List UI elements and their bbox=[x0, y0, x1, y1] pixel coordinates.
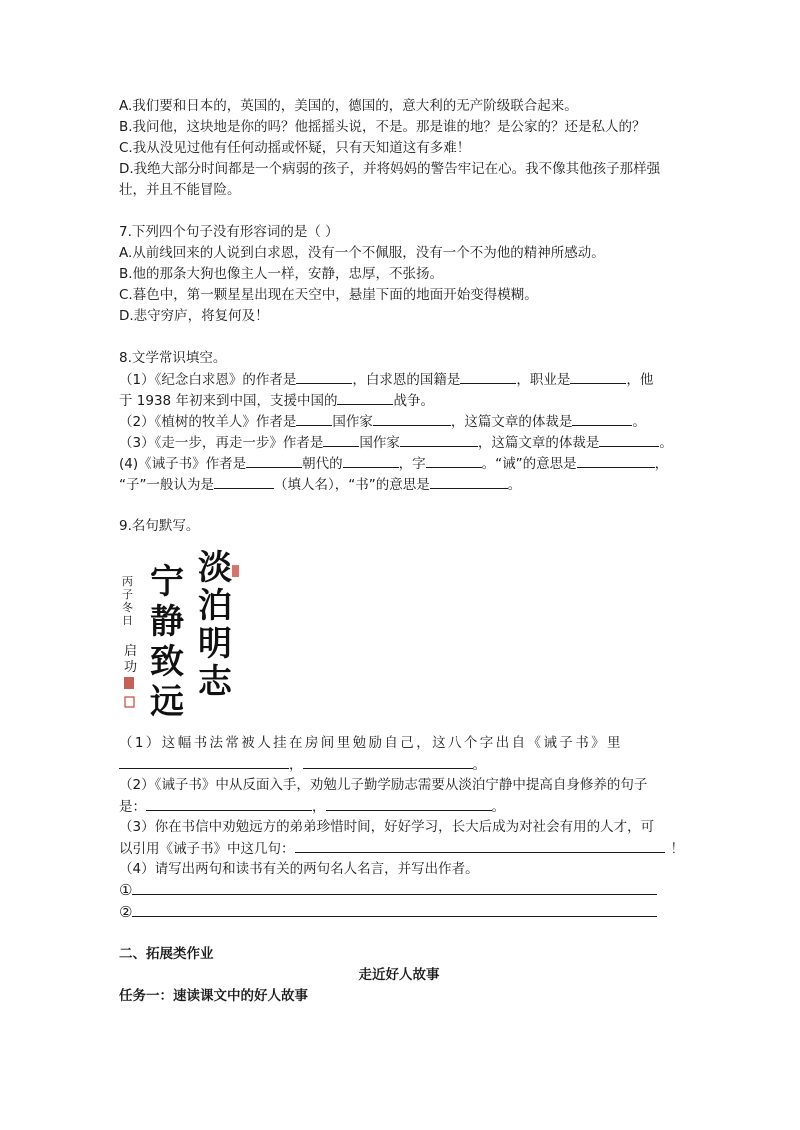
q9-sentence-4: （4）请写出两句和读书有关的两句名人名言，并写出作者。 bbox=[119, 861, 479, 877]
q8-title: 8.文学常识填空。 bbox=[119, 350, 227, 366]
inscription-char: 日 bbox=[122, 614, 133, 627]
blank[interactable] bbox=[303, 754, 473, 769]
blank[interactable] bbox=[296, 369, 352, 384]
section-heading: 二、拓展类作业 bbox=[119, 946, 214, 962]
blank[interactable] bbox=[214, 474, 274, 489]
q7-option-d: D.悲守穷庐，将复何及！ bbox=[119, 308, 269, 324]
q6-option-d-cont: 壮，并且不能冒险。 bbox=[119, 182, 241, 198]
q9-sentence-1-answer: ， 。 bbox=[119, 754, 679, 775]
q8-line-4: （3）《走一步，再走一步》作者是 国作家 ，这篇文章的体裁是 。 bbox=[119, 432, 679, 453]
calligraphy-char: 远 bbox=[150, 682, 184, 722]
q7-option-a: A.从前线回来的人说到白求恩，没有一个不佩服，没有一个不为他的精神所感动。 bbox=[119, 245, 605, 261]
blank[interactable] bbox=[460, 369, 516, 384]
calligraphy-char: 致 bbox=[150, 642, 184, 682]
blank[interactable] bbox=[577, 453, 655, 468]
seal-stamp-top bbox=[232, 565, 239, 577]
q8-line-6: “子”一般认为是 （填人名），“书”的意思是 。 bbox=[119, 474, 679, 495]
q9-sentence-1: （1）这幅书法常被人挂在房间里勉励自己，这八个字出自《诫子书》里 bbox=[119, 735, 623, 751]
blank[interactable] bbox=[599, 432, 659, 447]
blank[interactable] bbox=[326, 796, 492, 811]
signature-char: 启 bbox=[124, 644, 138, 659]
blank[interactable] bbox=[119, 754, 289, 769]
blank[interactable] bbox=[400, 432, 478, 447]
calligraphy-char: 志 bbox=[198, 662, 232, 702]
calligraphy-char: 宁 bbox=[150, 562, 184, 602]
q8-line-3: （2）《植树的牧羊人》作者是 国作家 ，这篇文章的体裁是 。 bbox=[119, 411, 679, 432]
q7-option-b: B.他的那条大狗也像主人一样，安静，忠厚，不张扬。 bbox=[119, 266, 444, 282]
inscription-char: 冬 bbox=[122, 601, 133, 614]
q9-sentence-2-answer: 是： ， 。 bbox=[119, 796, 679, 817]
calligraphy-inscription bbox=[122, 575, 133, 627]
calligraphy-image bbox=[118, 545, 242, 735]
section-title: 走近好人故事 bbox=[358, 967, 440, 983]
inscription-char: 子 bbox=[122, 588, 133, 601]
q6-option-a: A.我们要和日本的，英国的，美国的，德国的，意大利的无产阶级联合起来。 bbox=[119, 98, 578, 114]
seal-stamp-signature bbox=[124, 677, 134, 689]
calligraphy-signature bbox=[124, 643, 137, 675]
q7-option-c: C.暮色中，第一颗星星出现在天空中，悬崖下面的地面开始变得模糊。 bbox=[119, 287, 538, 303]
q7-title: 7.下列四个句子没有形容词的是（ ） bbox=[119, 224, 339, 240]
calligraphy-right-column bbox=[198, 548, 233, 702]
calligraphy-char: 明 bbox=[198, 624, 232, 664]
blank[interactable] bbox=[132, 902, 657, 917]
blank[interactable] bbox=[343, 453, 399, 468]
task-1-heading: 任务一：速读课文中的好人故事 bbox=[119, 988, 308, 1004]
q9-sentence-3: （3）你在书信中劝勉远方的弟弟珍惜时间，好好学习，长大后成为对社会有用的人才，可 bbox=[119, 819, 655, 835]
calligraphy-char: 泊 bbox=[198, 586, 232, 626]
q9-sentence-2: （2）《诫子书》中从反面入手，劝勉儿子勤学励志需要从淡泊宁静中提高自身修养的句子 bbox=[119, 777, 648, 793]
blank[interactable] bbox=[572, 411, 632, 426]
blank[interactable] bbox=[337, 390, 393, 405]
q9-answer-line-2: ② bbox=[119, 902, 679, 922]
q9-answer-line-1: ① bbox=[119, 880, 679, 900]
blank[interactable] bbox=[373, 411, 451, 426]
blank[interactable] bbox=[430, 474, 508, 489]
q8-line-5: (4)《诫子书》作者是 朝代的 ，字 。“诫”的意思是 ， bbox=[119, 453, 679, 474]
blank[interactable] bbox=[323, 432, 359, 447]
blank[interactable] bbox=[295, 838, 665, 853]
calligraphy-char: 静 bbox=[150, 602, 184, 642]
q8-line-2: 于 1938 年初来到中国，支援中国的 战争。 bbox=[119, 390, 679, 411]
q6-option-d: D.我绝大部分时间都是一个病弱的孩子，并将妈妈的警告牢记在心。我不像其他孩子那样强 bbox=[119, 161, 661, 177]
q8-line-1: （1）《纪念白求恩》的作者是 ，白求恩的国籍是 ，职业是 ，他 bbox=[119, 369, 679, 390]
blank[interactable] bbox=[246, 453, 302, 468]
seal-stamp-bottom bbox=[125, 697, 134, 707]
inscription-char: 丙 bbox=[122, 575, 133, 588]
blank[interactable] bbox=[132, 880, 657, 895]
q6-option-b: B.我问他，这块地是你的吗？他摇摇头说，不是。那是谁的地？是公家的？还是私人的？ bbox=[119, 119, 646, 135]
blank[interactable] bbox=[426, 453, 482, 468]
q6-option-c: C.我从没见过他有任何动摇或怀疑，只有天知道这有多难！ bbox=[119, 140, 471, 156]
signature-char: 功 bbox=[124, 660, 138, 675]
blank[interactable] bbox=[146, 796, 312, 811]
q9-sentence-3-answer: 以引用《诫子书》中这几句： ！ bbox=[119, 838, 679, 859]
calligraphy-char: 淡 bbox=[198, 548, 232, 588]
blank[interactable] bbox=[570, 369, 626, 384]
q9-title: 9.名句默写。 bbox=[119, 518, 200, 534]
calligraphy-left-column bbox=[150, 562, 184, 722]
blank[interactable] bbox=[296, 411, 332, 426]
